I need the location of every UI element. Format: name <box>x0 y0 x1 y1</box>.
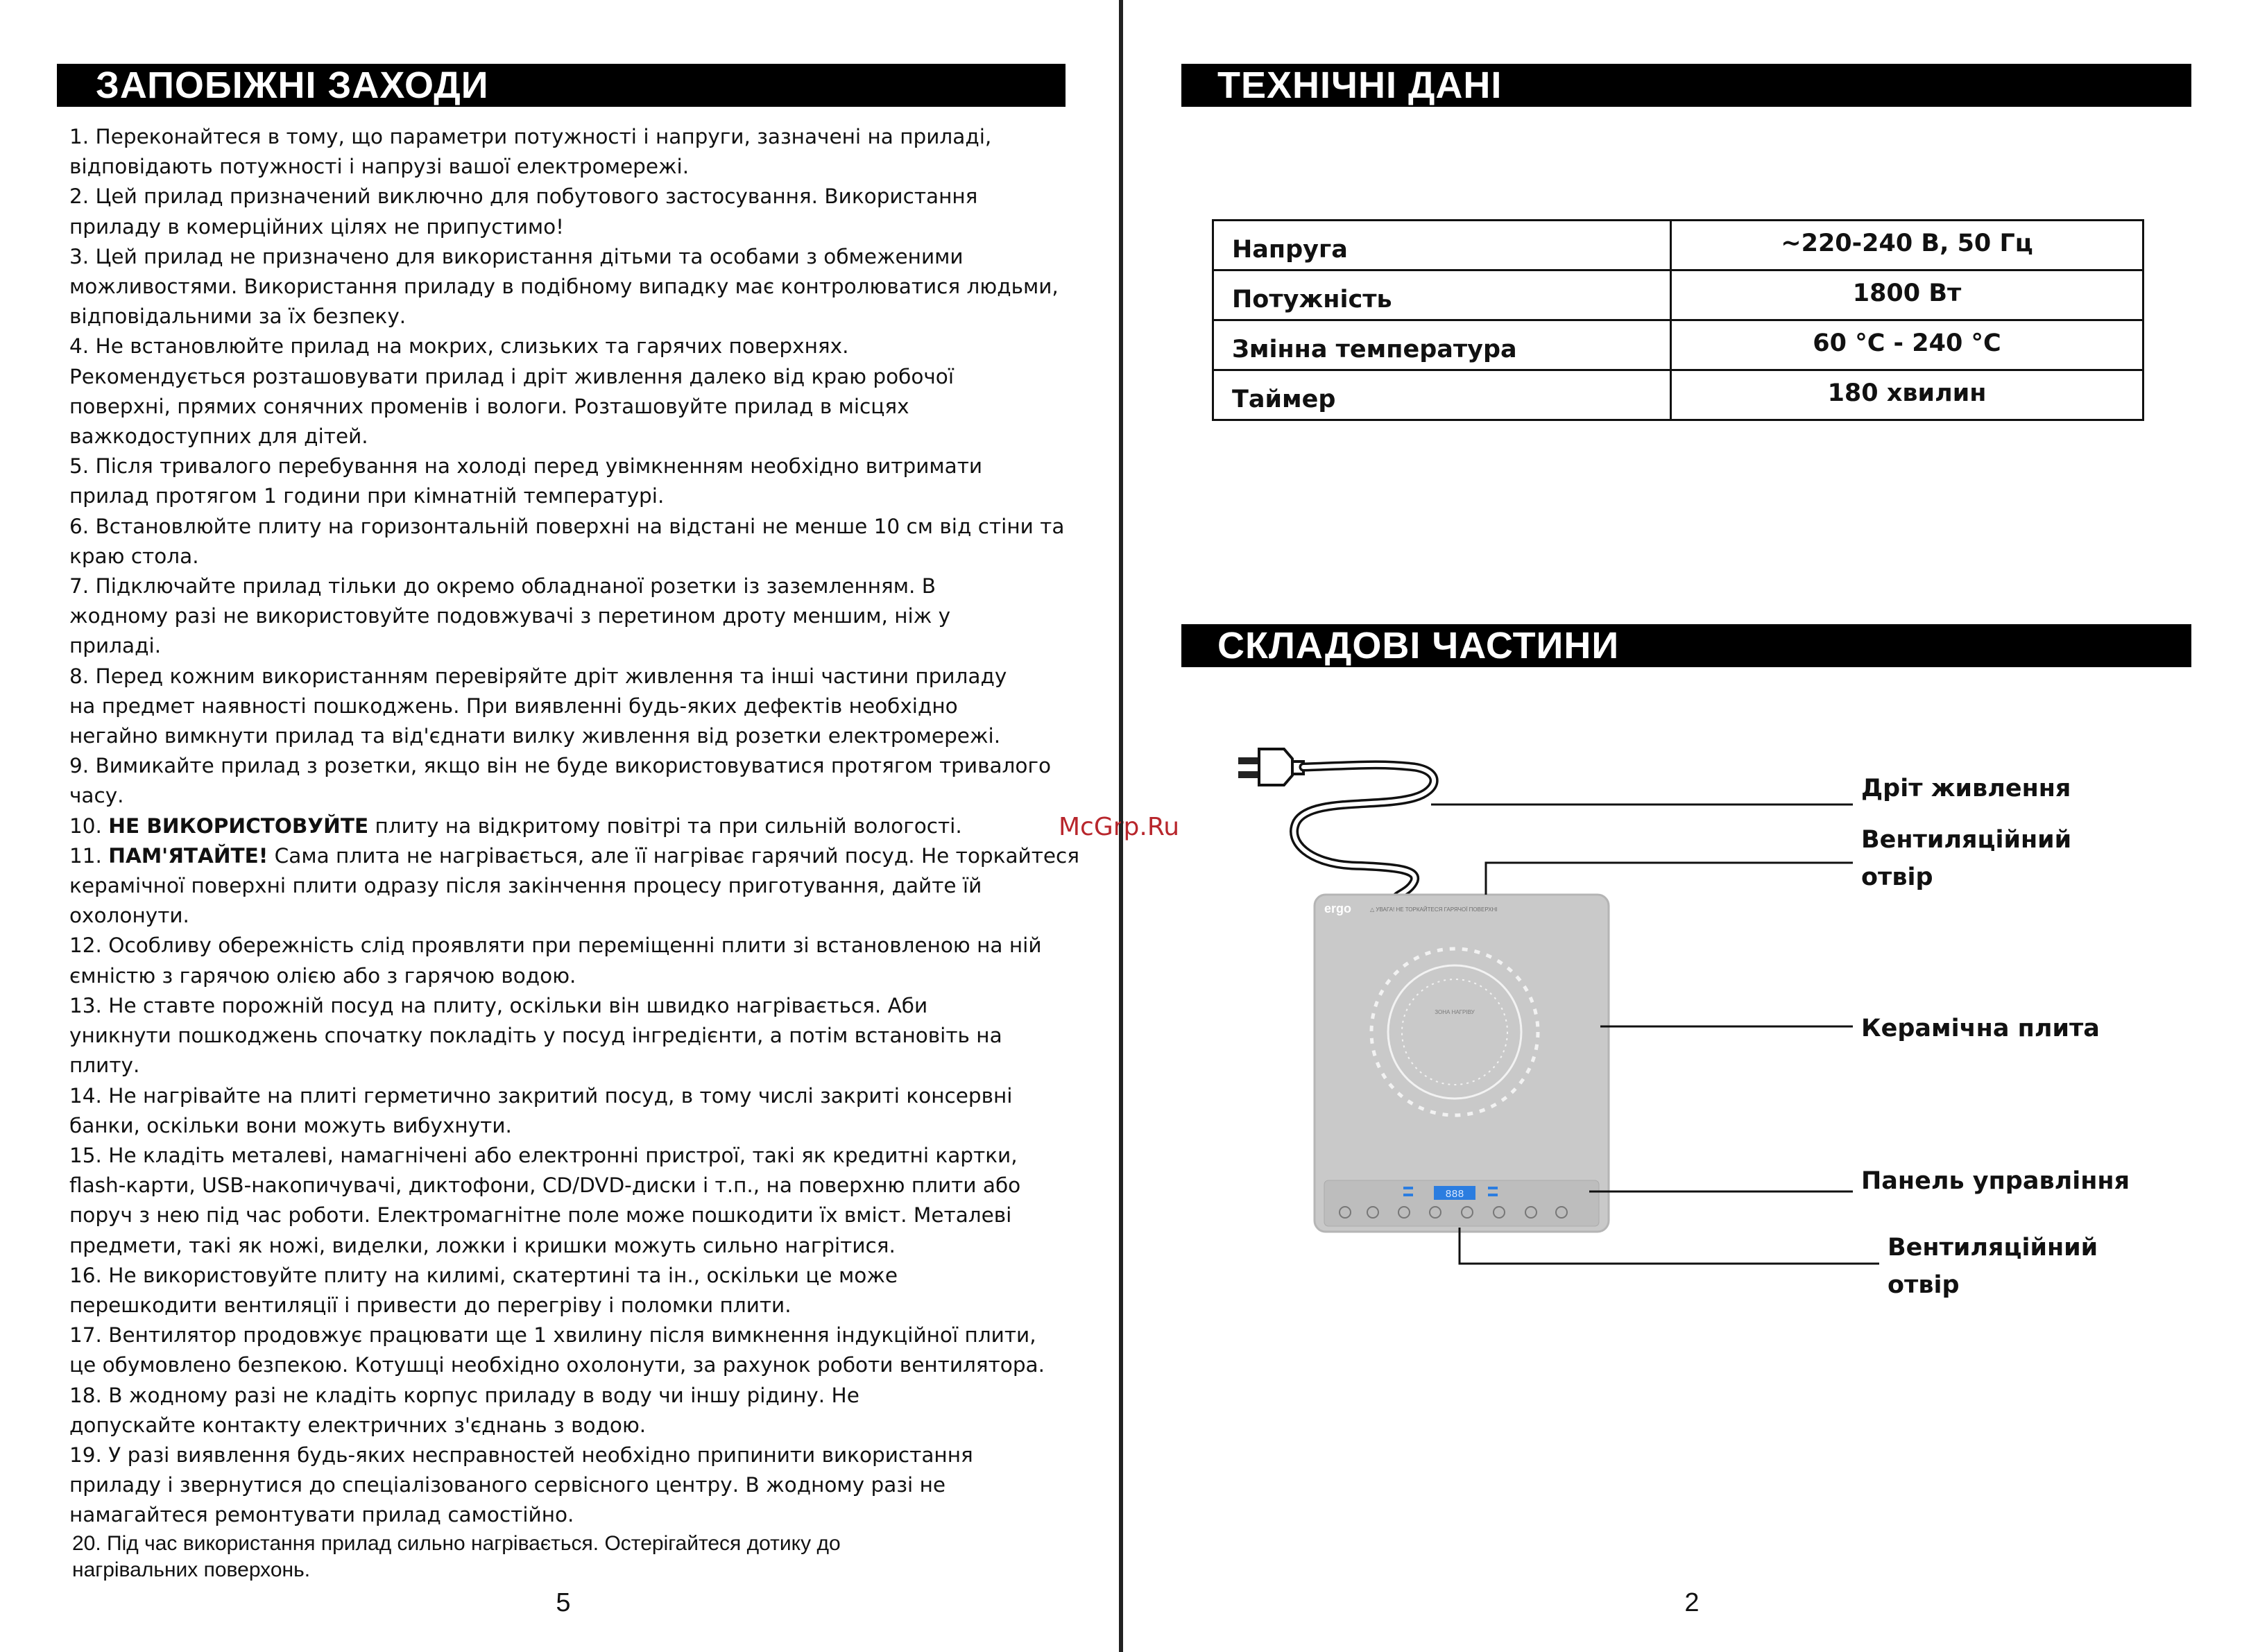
rule-line: на предмет наявності пошкоджень. При виявленні будь-яких дефектів необхідно <box>69 694 958 718</box>
part-label-vent-top: Вентиляційний отвір <box>1861 826 2072 891</box>
indicator-light <box>1488 1194 1498 1196</box>
rule-line: відповідальними за їх безпеку. <box>69 304 407 329</box>
spec-param: Таймер <box>1213 370 1671 420</box>
part-label-vent-bottom: Вентиляційний отвір <box>1888 1234 2098 1299</box>
parts-header: СКЛАДОВІ ЧАСТИНИ <box>1181 624 2191 667</box>
rule-line: намагайтеся ремонтувати прилад самостійно. <box>69 1503 574 1527</box>
rule-line: нагрівальних поверхонь. <box>72 1558 311 1581</box>
rule-number: 10. <box>69 814 109 838</box>
part-label-power-cord: Дріт живлення <box>1861 775 2071 802</box>
leader-line-vent-bottom <box>1460 1228 1879 1264</box>
rule-line: поруч з нею під час роботи. Електромагнітне поле може пошкодити їх вміст. Металеві <box>69 1203 1012 1228</box>
rule-line: 3. Цей прилад не призначено для використання дітьми та особами з обмеженими <box>69 244 964 268</box>
rule-line: прилад протягом 1 години при кімнатній температурі. <box>69 484 665 508</box>
rule-line <box>69 841 1079 871</box>
rule-line: Рекомендується розташовувати прилад і дріт живлення далеко від краю робочої <box>69 364 955 388</box>
rule-number: 11. <box>69 843 109 868</box>
warning-text: △ УВАГА! НЕ ТОРКАЙТЕСЯ ГАРЯЧОЇ ПОВЕРХНІ <box>1370 906 1498 913</box>
rule-line: 9. Вимикайте прилад з розетки, якщо він не буде використовуватися протягом тривалого <box>69 754 1051 778</box>
rule-line: негайно вимкнути прилад та від'єднати вилку живлення від розетки електромережі. <box>69 724 1001 748</box>
rule-line: 15. Не кладіть металеві, намагнічені або електронні пристрої, такі як кредитні картки, <box>69 1143 1018 1167</box>
indicator-light <box>1403 1187 1413 1189</box>
spec-value: 1800 Вт <box>1671 270 2143 320</box>
rule-line: керамічної поверхні плити одразу після закінчення процесу приготування, дайте їй <box>69 874 982 898</box>
rule-line: жодному разі не використовуйте подовжувачі з перетином дроту меншим, ніж у <box>69 604 951 628</box>
watermark-text: McGrp.Ru <box>1059 813 1180 841</box>
rule-line: важкодоступних для дітей. <box>69 424 368 449</box>
rule-line: краю стола. <box>69 544 199 568</box>
leader-line-vent-top <box>1486 863 1853 895</box>
precautions-list <box>69 122 1079 1583</box>
rule-line <box>69 811 1068 841</box>
spec-value: ~220-240 В, 50 Гц <box>1671 221 2143 270</box>
rule-line: 6. Встановлюйте плиту на горизонтальній поверхні на відстані не менше 10 см від стіни та <box>69 514 1065 538</box>
zone-label: ЗОНА НАГРІВУ <box>1435 1009 1475 1015</box>
rule-line: 18. В жодному разі не кладіть корпус приладу в воду чи іншу рідину. Не <box>69 1383 859 1407</box>
rule-line: часу. <box>69 784 124 808</box>
rule-line: уникнути пошкоджень спочатку покладіть у посуд інгредієнти, а потім встановіть на <box>69 1024 1002 1048</box>
power-plug-icon <box>1238 749 1303 785</box>
rule-line: перешкодити вентиляції і привести до перегріву і поломки плити. <box>69 1293 791 1317</box>
rule-line: 13. Не ставте порожній посуд на плиту, оскільки він швидко нагрівається. Аби <box>69 993 928 1017</box>
display-digits: 888 <box>1445 1189 1464 1201</box>
right-page <box>1121 0 2242 1652</box>
rule-emphasis: НЕ ВИКОРИСТОВУЙТЕ <box>108 814 369 838</box>
page-number-right: 2 <box>1684 1588 1700 1617</box>
rule-line: 16. Не використовуйте плиту на килимі, скатертині та ін., оскільки це може <box>69 1263 898 1287</box>
rule-line: 2. Цей прилад призначений виключно для побутового застосування. Використання <box>69 184 978 209</box>
rule-line: приладу в комерційних цілях не припустимо! <box>69 214 565 239</box>
rule-line: відповідають потужності і напрузі вашої електромережі. <box>69 155 690 179</box>
spec-value: 180 хвилин <box>1671 370 2143 420</box>
page-number-left: 5 <box>556 1588 571 1617</box>
rule-line: 17. Вентилятор продовжує працювати ще 1 хвилину після вимкнення індукційної плити, <box>69 1323 1036 1348</box>
spec-param: Змінна температура <box>1213 320 1671 370</box>
precautions-header: ЗАПОБІЖНІ ЗАХОДИ <box>57 64 1066 107</box>
rule-text: плиту на відкритому повітрі та при сильній вологості. <box>368 814 962 838</box>
rule-line: охолонути. <box>69 904 189 928</box>
rule-line: можливостями. Використання приладу в подібному випадку має контролюватися людьми, <box>69 275 1059 299</box>
part-label-ceramic-plate: Керамічна плита <box>1861 1015 2100 1042</box>
rule-line: 12. Особливу обережність слід проявляти при переміщенні плити зі встановленою на ній <box>69 933 1042 958</box>
rule-line: допускайте контакту електричних з'єднань з водою. <box>69 1413 647 1437</box>
rule-line: 8. Перед кожним використанням перевіряйте дріт живлення та інші частини приладу <box>69 664 1007 688</box>
indicator-light <box>1403 1194 1413 1196</box>
rule-line: 19. У разі виявлення будь-яких несправностей необхідно припинити використання <box>69 1443 973 1467</box>
rule-text: Сама плита не нагрівається, але її нагріває гарячий посуд. Не торкайтеся <box>268 843 1079 868</box>
rule-line: це обумовлено безпекою. Котушці необхідно охолонути, за рахунок роботи вентилятора. <box>69 1353 1045 1377</box>
rule-line: приладу і звернутися до спеціалізованого сервісного центру. В жодному разі не <box>69 1473 946 1497</box>
rule-line: поверхні, прямих сонячних променів і вологи. Розташовуйте прилад в місцях <box>69 394 909 418</box>
spec-param: Потужність <box>1213 270 1671 320</box>
part-label-control-panel: Панель управління <box>1861 1167 2130 1195</box>
rule-line: приладі. <box>69 634 162 658</box>
control-panel <box>1324 1180 1599 1226</box>
spec-param: Напруга <box>1213 221 1671 270</box>
rule-line: 20. Під час використання прилад сильно нагрівається. Остерігайтеся дотику до <box>72 1531 841 1555</box>
rule-emphasis: ПАМ'ЯТАЙТЕ! <box>108 843 268 868</box>
brand-logo: ergo <box>1324 902 1352 915</box>
rule-line: 1. Переконайтеся в тому, що параметри потужності і напруги, зазначені на приладі, <box>69 125 992 148</box>
rule-line: 4. Не встановлюйте прилад на мокрих, слизьких та гарячих поверхнях. <box>69 334 849 359</box>
rule-line: 7. Підключайте прилад тільки до окремо обладнаної розетки із заземленням. В <box>69 574 936 599</box>
rule-line: flash-карти, USB-накопичувачі, диктофони, CD/DVD-диски і т.п., на поверхню плити або <box>69 1173 1021 1198</box>
specs-header: ТЕХНІЧНІ ДАНІ <box>1181 64 2191 107</box>
rule-line: 14. Не нагрівайте на плиті герметично закритий посуд, в тому числі закриті консервні <box>69 1083 1013 1108</box>
rule-line: плиту. <box>69 1053 140 1078</box>
indicator-light <box>1488 1187 1498 1189</box>
rule-line: 5. Після тривалого перебування на холоді перед увімкненням необхідно витримати <box>69 454 983 479</box>
rule-line: предмети, такі як ножі, виделки, ложки і кришки можуть сильно нагрітися. <box>69 1233 896 1257</box>
rule-line: банки, оскільки вони можуть вибухнути. <box>69 1113 512 1137</box>
rule-line: ємністю з гарячою олією або з гарячою водою. <box>69 963 576 988</box>
spec-value: 60 °C - 240 °C <box>1671 320 2143 370</box>
